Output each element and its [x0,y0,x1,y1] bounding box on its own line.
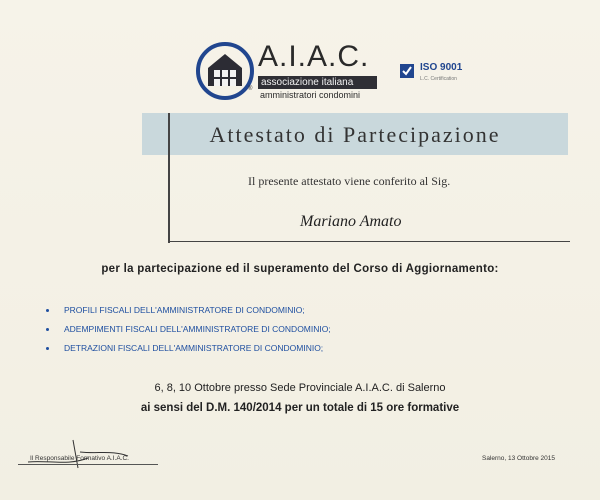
registered-mark: ® [248,86,253,92]
topic-item [42,301,331,320]
topic-label: ADEMPIMENTI FISCALI DELL'AMMINISTRATORE DI CONDOMINIO; [64,324,331,334]
checkmark-icon [400,64,414,78]
horizontal-divider [168,241,570,242]
bullet-icon [46,309,49,312]
conferred-text: Il presente attestato viene conferito al Sig. [248,174,451,188]
iso-certification-title: ISO 9001 [420,62,463,73]
course-description: per la partecipazione ed il superamento del Corso di Aggiornamento: [101,263,499,275]
logo-subtitle-2: amministratori condomini [260,90,361,100]
topic-item [42,320,331,339]
logo-title: A.I.A.C. [258,40,370,73]
certificate-title: Attestato di Partecipazione [209,122,501,147]
topics-list [42,301,331,358]
signature-icon [18,432,178,472]
bullet-icon [46,328,49,331]
signature-line [18,464,158,465]
topic-label: PROFILI FISCALI DELL'AMMINISTRATORE DI CONDOMINIO; [64,305,305,315]
bullet-icon [46,347,49,350]
course-dates: 6, 8, 10 Ottobre presso Sede Provinciale A.I.A.C. di Salerno [154,382,446,394]
topic-item [42,339,331,358]
topic-label: DETRAZIONI FISCALI DELL'AMMINISTRATORE DI CONDOMINIO; [64,343,324,353]
signature-label: Il Responsabile Formativo A.I.A.C. [30,455,129,462]
recipient-name: Mariano Amato [300,213,402,230]
logo-subtitle: associazione italiana [258,76,377,89]
legal-reference: ai sensi del D.M. 140/2014 per un totale di 15 ore formative [140,402,460,414]
aiac-logo [196,40,386,104]
place-date: Salerno, 13 Ottobre 2015 [482,455,555,462]
iso-certification-sub: L.C. Certification [420,76,457,82]
house-logo-icon [196,42,254,100]
